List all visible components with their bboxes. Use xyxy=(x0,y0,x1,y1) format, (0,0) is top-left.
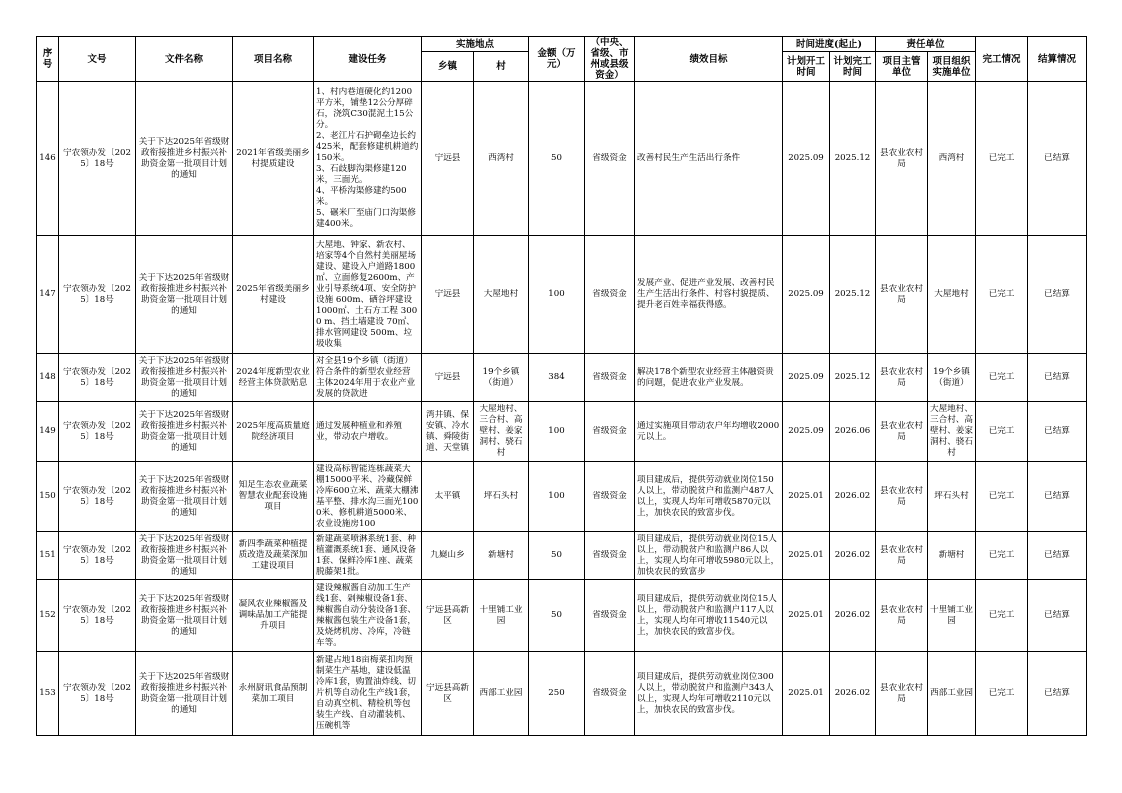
cell-text: 2026.02 xyxy=(834,688,871,698)
cell-text: 2025.12 xyxy=(834,289,871,299)
cell-settlement xyxy=(1028,580,1087,652)
cell-project-name xyxy=(233,580,314,652)
cell-org xyxy=(928,462,976,532)
cell-dept xyxy=(876,402,928,462)
cell-text: 100 xyxy=(548,491,565,501)
cell-text: 九嶷山乡 xyxy=(430,550,465,560)
cell-doc-no xyxy=(59,402,136,462)
cell-doc-no xyxy=(59,82,136,236)
cell-doc-name xyxy=(136,82,233,236)
cell-doc-no xyxy=(59,652,136,736)
cell-text: 县农业农村局 xyxy=(880,283,923,305)
cell-text: 关于下达2025年省级财政衔接推进乡村振兴补助资金第一批项目计划的通知 xyxy=(138,533,230,577)
cell-village xyxy=(474,580,529,652)
cell-finish xyxy=(830,82,876,236)
cell-text: 2025.01 xyxy=(788,550,824,560)
cell-text: 省级资金 xyxy=(592,550,627,560)
cell-text: 153 xyxy=(39,688,56,698)
cell-text: 项目建成后，提供劳动就业岗位15人以上，带动脱贫户和监测户117人以上，实现人均年可增收11540元以上，加快农民的致富步伐。 xyxy=(637,593,777,637)
cell-amount xyxy=(529,82,585,236)
cell-text: 2025.12 xyxy=(834,153,871,163)
cell-doc-name xyxy=(136,236,233,354)
cell-text: 250 xyxy=(548,688,565,698)
cell-text: 通过发展种植业和养殖业，带动农户增收。 xyxy=(316,420,402,442)
cell-completion xyxy=(976,652,1028,736)
cell-text: 十里铺工业园 xyxy=(479,604,523,626)
cell-amount xyxy=(529,652,585,736)
cell-text: 省级资金 xyxy=(592,153,627,163)
cell-text: 宁农领办发〔2025〕18号 xyxy=(63,366,131,388)
cell-text: 建设辣椒酱自动加工生产线1套、剁辣椒设备1套、辣椒酱自动分装设备1套、辣椒酱包装生产设备1套，及烧烤机房、冷库，冷链车等。 xyxy=(316,582,416,648)
cell-town xyxy=(422,354,474,402)
cell-text: 已完工 xyxy=(988,550,1015,560)
cell-amount xyxy=(529,532,585,580)
cell-settlement xyxy=(1028,462,1087,532)
cell-text: 宁农领办发〔2025〕18号 xyxy=(63,544,131,566)
cell-completion xyxy=(976,580,1028,652)
cell-settlement xyxy=(1028,82,1087,236)
cell-completion xyxy=(976,82,1028,236)
cell-text: 2025.01 xyxy=(788,688,824,698)
cell-text: 2025年度高质量庭院经济项目 xyxy=(236,420,310,442)
cell-doc-no xyxy=(59,236,136,354)
cell-text: 西部工业园 xyxy=(479,688,523,698)
cell-doc-name xyxy=(136,580,233,652)
cell-text: 已完工 xyxy=(988,426,1015,436)
cell-finish xyxy=(830,354,876,402)
cell-text: 宁农领办发〔2025〕18号 xyxy=(63,485,131,507)
cell-text: 大屋地村、三合村、高壁村、姜家洞村、骁石村 xyxy=(930,404,973,458)
cell-seq xyxy=(37,580,59,652)
cell-task xyxy=(314,532,422,580)
cell-text: 已完工 xyxy=(988,610,1015,620)
cell-text: 已结算 xyxy=(1044,153,1070,163)
cell-text: 省级资金 xyxy=(592,610,627,620)
cell-completion xyxy=(976,236,1028,354)
cell-performance xyxy=(635,652,783,736)
cell-town xyxy=(422,402,474,462)
cell-text: 建设高标智能连栋蔬菜大棚15000平米、冷藏保鲜冷库600立米、蔬菜大棚沸基平整、排水沟三面光1000米、修机耕道5000米、农业设施房100 xyxy=(316,463,419,529)
cell-finish xyxy=(830,462,876,532)
cell-fund xyxy=(585,82,635,236)
cell-text: 146 xyxy=(39,153,56,163)
cell-text: 改善村民生产生活出行条件 xyxy=(637,153,741,163)
cell-text: 关于下达2025年省级财政衔接推进乡村振兴补助资金第一批项目计划的通知 xyxy=(138,136,230,180)
table-row xyxy=(37,532,1087,580)
cell-text: 省级资金 xyxy=(592,372,627,382)
cell-text: 对全县19个乡镇（街道）符合条件的新型农业经营主体2024年用于农业产业发展的贷款进 xyxy=(316,355,416,399)
cell-text: 宁农领办发〔2025〕18号 xyxy=(63,604,131,626)
cell-text: 2025.09 xyxy=(788,289,824,299)
cell-text: 省级资金 xyxy=(592,688,627,698)
cell-text: 147 xyxy=(39,289,56,299)
cell-text: 大屋地村、三合村、高壁村、姜家洞村、骁石村 xyxy=(479,404,523,458)
header-responsible: 责任单位 xyxy=(876,37,976,52)
cell-task xyxy=(314,652,422,736)
cell-settlement xyxy=(1028,652,1087,736)
cell-settlement xyxy=(1028,236,1087,354)
cell-text: 西部工业园 xyxy=(930,688,973,698)
cell-org xyxy=(928,580,976,652)
cell-text: 152 xyxy=(39,610,56,620)
cell-fund xyxy=(585,532,635,580)
cell-text: 县农业农村局 xyxy=(880,544,923,566)
header-location: 实施地点 xyxy=(422,37,529,52)
cell-org xyxy=(928,532,976,580)
cell-fund xyxy=(585,462,635,532)
cell-text: 2021年省级美丽乡村提质建设 xyxy=(236,147,310,169)
cell-text: 已完工 xyxy=(988,372,1015,382)
cell-town xyxy=(422,82,474,236)
table-row xyxy=(37,402,1087,462)
cell-text: 大屋地、钟家、新农村、培家等4个自然村美丽屋场建设、建设入户道路1800㎡、立面修复2600m、产业引导系统4项、安全防护设施 600m、硒谷坪建设 1000㎡、土石方工程 3000 m、挡土墙建设 70㎡、排水管网建设 500m、垃圾收集 xyxy=(316,239,418,349)
cell-town xyxy=(422,532,474,580)
cell-text: 十里铺工业园 xyxy=(930,604,973,626)
cell-completion xyxy=(976,354,1028,402)
cell-text: 148 xyxy=(39,372,56,382)
cell-text: 50 xyxy=(551,153,562,163)
cell-text: 西湾村 xyxy=(938,153,965,163)
cell-amount xyxy=(529,580,585,652)
header-org: 项目组织实施单位 xyxy=(928,52,976,82)
cell-org xyxy=(928,82,976,236)
cell-text: 2025.12 xyxy=(834,372,871,382)
cell-text: 宁农领办发〔2025〕18号 xyxy=(63,283,131,305)
table-row xyxy=(37,236,1087,354)
cell-text: 已完工 xyxy=(988,153,1015,163)
cell-performance xyxy=(635,236,783,354)
cell-start xyxy=(783,462,830,532)
cell-finish xyxy=(830,236,876,354)
cell-start xyxy=(783,402,830,462)
cell-village xyxy=(474,462,529,532)
cell-start xyxy=(783,354,830,402)
cell-dept xyxy=(876,652,928,736)
cell-text: 坪石头村 xyxy=(483,491,519,501)
cell-finish xyxy=(830,402,876,462)
cell-text: 省级资金 xyxy=(592,491,627,501)
cell-text: 新建蔬菜喷淋系统1套、种植灌溉系统1套、通风设备1套、保鲜冷库1座、蔬菜脱藤架1批。 xyxy=(316,533,416,577)
cell-fund xyxy=(585,236,635,354)
cell-text: 151 xyxy=(39,550,56,560)
cell-seq xyxy=(37,462,59,532)
cell-text: 项目建成后，提供劳动就业岗位15人以上，带动脱贫户和监测户86人以上，实现人均年可增收5980元以上，加快农民的致富步 xyxy=(637,533,780,577)
cell-text: 已结算 xyxy=(1044,289,1070,299)
cell-amount xyxy=(529,354,585,402)
cell-task xyxy=(314,580,422,652)
cell-performance xyxy=(635,532,783,580)
cell-text: 知足生态农业蔬菜智慧农业配套设施项目 xyxy=(238,480,308,512)
cell-doc-name xyxy=(136,462,233,532)
cell-text: 县农业农村局 xyxy=(880,366,923,388)
cell-text: 县农业农村局 xyxy=(880,682,923,704)
cell-village xyxy=(474,82,529,236)
cell-amount xyxy=(529,236,585,354)
cell-text: 宁远县 xyxy=(434,289,461,299)
cell-text: 19个乡镇（街道） xyxy=(482,366,520,388)
cell-doc-no xyxy=(59,580,136,652)
cell-fund xyxy=(585,402,635,462)
cell-text: 2026.06 xyxy=(834,426,871,436)
cell-text: 项目建成后，提供劳动就业岗位150人以上，带动脱贫户和监测户487人以上，实现人均年可增收5870元以上，加快农民的致富步伐。 xyxy=(637,474,774,518)
header-village: 村 xyxy=(474,52,529,82)
header-doc-name: 文件名称 xyxy=(136,37,233,82)
cell-fund xyxy=(585,652,635,736)
cell-completion xyxy=(976,402,1028,462)
cell-village xyxy=(474,354,529,402)
cell-text: 已完工 xyxy=(988,491,1015,501)
cell-text: 解决178个新型农业经营主体融资贵的问题，促进农业产业发展。 xyxy=(637,366,774,388)
cell-start xyxy=(783,82,830,236)
cell-text: 宁农领办发〔2025〕18号 xyxy=(63,147,131,169)
cell-text: 1、村内巷道硬化约1200平方米，铺垫12公分厚碎石，浇筑C30混泥土15公分。 2、老江片石护砌垒边长约425米，配套修建机耕道约150米。 3、石歧脚沟渠修建120米，三面光。 4、平桥沟渠修建约500米。 5、碾米厂至庙门口沟渠修建400米。 xyxy=(316,87,419,229)
header-finish: 计划完工时间 xyxy=(830,52,876,82)
cell-text: 新建占地18亩梅菜扣肉预制菜生产基地，建设低温冷库1套，购置油炸线、切片机等自动化生产线1套，自动真空机、精检机等包装生产线、自动灌装机、压碗机等 xyxy=(316,655,416,731)
header-start: 计划开工时间 xyxy=(783,52,830,82)
cell-text: 19个乡镇（街道） xyxy=(933,366,970,388)
header-settlement: 结算情况 xyxy=(1028,37,1087,82)
cell-org xyxy=(928,652,976,736)
cell-text: 发展产业、促进产业发展、改善村民生产生活出行条件、村容村貌提质、提升老百姓幸福获得感。 xyxy=(637,278,775,310)
cell-dept xyxy=(876,236,928,354)
cell-performance xyxy=(635,580,783,652)
cell-org xyxy=(928,236,976,354)
cell-task xyxy=(314,236,422,354)
header-town: 乡镇 xyxy=(422,52,474,82)
cell-settlement xyxy=(1028,532,1087,580)
cell-amount xyxy=(529,462,585,532)
cell-finish xyxy=(830,652,876,736)
cell-text: 已结算 xyxy=(1044,426,1070,436)
cell-seq xyxy=(37,652,59,736)
table-row xyxy=(37,462,1087,532)
cell-text: 宁农领办发〔2025〕18号 xyxy=(63,682,131,704)
header-doc-no: 文号 xyxy=(59,37,136,82)
table-row xyxy=(37,82,1087,236)
cell-text: 关于下达2025年省级财政衔接推进乡村振兴补助资金第一批项目计划的通知 xyxy=(138,355,230,399)
cell-completion xyxy=(976,462,1028,532)
cell-text: 2026.02 xyxy=(834,491,871,501)
cell-text: 太平镇 xyxy=(434,491,461,501)
cell-settlement xyxy=(1028,354,1087,402)
cell-text: 已完工 xyxy=(988,688,1015,698)
cell-performance xyxy=(635,402,783,462)
cell-village xyxy=(474,236,529,354)
cell-text: 2025.01 xyxy=(788,491,824,501)
cell-text: 关于下达2025年省级财政衔接推进乡村振兴补助资金第一批项目计划的通知 xyxy=(138,272,230,316)
cell-text: 已结算 xyxy=(1044,688,1070,698)
cell-seq xyxy=(37,82,59,236)
cell-text: 已结算 xyxy=(1044,372,1070,382)
header-fund-source: （中央、省级、市州或县级资金） xyxy=(585,37,635,82)
cell-text: 宁远县 xyxy=(434,153,461,163)
cell-dept xyxy=(876,354,928,402)
cell-text: 省级资金 xyxy=(592,426,627,436)
cell-text: 县农业农村局 xyxy=(880,147,923,169)
cell-fund xyxy=(585,580,635,652)
cell-dept xyxy=(876,580,928,652)
cell-dept xyxy=(876,532,928,580)
header-task: 建设任务 xyxy=(314,37,422,82)
cell-org xyxy=(928,402,976,462)
cell-project-name xyxy=(233,462,314,532)
cell-village xyxy=(474,402,529,462)
table-body xyxy=(37,82,1087,736)
cell-text: 永州厨讯食品预制菜加工项目 xyxy=(238,682,308,704)
cell-seq xyxy=(37,236,59,354)
cell-task xyxy=(314,462,422,532)
cell-text: 县农业农村局 xyxy=(880,420,923,442)
cell-completion xyxy=(976,532,1028,580)
cell-town xyxy=(422,236,474,354)
cell-text: 关于下达2025年省级财政衔接推进乡村振兴补助资金第一批项目计划的通知 xyxy=(138,474,230,518)
cell-doc-name xyxy=(136,652,233,736)
cell-town xyxy=(422,580,474,652)
cell-text: 县农业农村局 xyxy=(880,485,923,507)
cell-text: 县农业农村局 xyxy=(880,604,923,626)
cell-text: 2025.01 xyxy=(788,610,824,620)
cell-dept xyxy=(876,462,928,532)
cell-text: 宁远县高新区 xyxy=(426,604,469,626)
cell-text: 2026.02 xyxy=(834,610,871,620)
cell-text: 2024年度新型农业经营主体贷款贴息 xyxy=(236,366,310,388)
header-amount: 金额（万元） xyxy=(529,37,585,82)
header-dept: 项目主管单位 xyxy=(876,52,928,82)
cell-text: 宁远县 xyxy=(434,372,461,382)
header-completion: 完工情况 xyxy=(976,37,1028,82)
cell-performance xyxy=(635,354,783,402)
cell-text: 已结算 xyxy=(1044,550,1070,560)
cell-text: 2025.09 xyxy=(788,153,824,163)
cell-org xyxy=(928,354,976,402)
cell-text: 2025年省级美丽乡村建设 xyxy=(236,283,310,305)
cell-text: 已结算 xyxy=(1044,610,1070,620)
cell-doc-name xyxy=(136,354,233,402)
cell-doc-no xyxy=(59,532,136,580)
cell-amount xyxy=(529,402,585,462)
cell-seq xyxy=(37,354,59,402)
cell-project-name xyxy=(233,354,314,402)
table-row xyxy=(37,580,1087,652)
cell-text: 149 xyxy=(39,426,56,436)
cell-text: 西湾村 xyxy=(488,153,514,163)
cell-doc-no xyxy=(59,354,136,402)
cell-text: 已完工 xyxy=(988,289,1015,299)
cell-project-name xyxy=(233,652,314,736)
cell-settlement xyxy=(1028,402,1087,462)
cell-doc-name xyxy=(136,402,233,462)
cell-fund xyxy=(585,354,635,402)
cell-text: 宁远县高新区 xyxy=(426,682,469,704)
cell-text: 100 xyxy=(548,426,565,436)
cell-town xyxy=(422,652,474,736)
cell-performance xyxy=(635,82,783,236)
cell-text: 2025.09 xyxy=(788,426,824,436)
cell-text: 新四季蔬菜种植提质改造及蔬菜深加工建设项目 xyxy=(238,539,308,571)
cell-text: 50 xyxy=(551,610,562,620)
cell-text: 150 xyxy=(39,491,56,501)
cell-dept xyxy=(876,82,928,236)
cell-text: 2025.09 xyxy=(788,372,824,382)
cell-text: 大屋地村 xyxy=(483,289,519,299)
cell-seq xyxy=(37,402,59,462)
cell-text: 凝风农业辣椒酱及调味品加工产能提升项目 xyxy=(238,599,308,631)
table-row xyxy=(37,652,1087,736)
cell-village xyxy=(474,652,529,736)
cell-doc-no xyxy=(59,462,136,532)
cell-text: 50 xyxy=(551,550,562,560)
cell-text: 省级资金 xyxy=(592,289,627,299)
cell-finish xyxy=(830,580,876,652)
cell-performance xyxy=(635,462,783,532)
cell-start xyxy=(783,652,830,736)
cell-text: 已结算 xyxy=(1044,491,1070,501)
cell-task xyxy=(314,402,422,462)
cell-start xyxy=(783,532,830,580)
cell-text: 坪石头村 xyxy=(934,491,969,501)
cell-text: 2026.02 xyxy=(834,550,871,560)
cell-doc-name xyxy=(136,532,233,580)
cell-text: 大屋地村 xyxy=(934,289,969,299)
cell-text: 关于下达2025年省级财政衔接推进乡村振兴补助资金第一批项目计划的通知 xyxy=(138,671,230,715)
header-schedule: 时间进度(起止) xyxy=(783,37,876,52)
cell-task xyxy=(314,82,422,236)
header-performance: 绩效目标 xyxy=(635,37,783,82)
cell-project-name xyxy=(233,402,314,462)
cell-village xyxy=(474,532,529,580)
header-seq: 序号 xyxy=(37,37,59,82)
project-table xyxy=(36,36,1087,736)
cell-start xyxy=(783,236,830,354)
cell-text: 100 xyxy=(548,289,565,299)
cell-text: 关于下达2025年省级财政衔接推进乡村振兴补助资金第一批项目计划的通知 xyxy=(138,409,230,453)
cell-project-name xyxy=(233,82,314,236)
table-row xyxy=(37,354,1087,402)
cell-text: 项目建成后，提供劳动就业岗位300人以上，带动脱贫户和监测户343人以上，实现人均年可增收2110元以上，加快农民的致富步伐。 xyxy=(637,671,774,715)
cell-text: 新塘村 xyxy=(488,550,514,560)
cell-project-name xyxy=(233,236,314,354)
cell-town xyxy=(422,462,474,532)
cell-task xyxy=(314,354,422,402)
cell-text: 宁农领办发〔2025〕18号 xyxy=(63,420,131,442)
cell-text: 关于下达2025年省级财政衔接推进乡村振兴补助资金第一批项目计划的通知 xyxy=(138,593,230,637)
cell-project-name xyxy=(233,532,314,580)
cell-finish xyxy=(830,532,876,580)
header-project-name: 项目名称 xyxy=(233,37,314,82)
cell-text: 384 xyxy=(548,372,565,382)
cell-seq xyxy=(37,532,59,580)
cell-text: 湾井镇、保安镇、冷水镇、舜陵街道、天堂镇 xyxy=(426,409,469,453)
cell-text: 新塘村 xyxy=(938,550,965,560)
cell-text: 通过实施项目带动农户年均增收2000元以上。 xyxy=(637,420,780,442)
cell-start xyxy=(783,580,830,652)
